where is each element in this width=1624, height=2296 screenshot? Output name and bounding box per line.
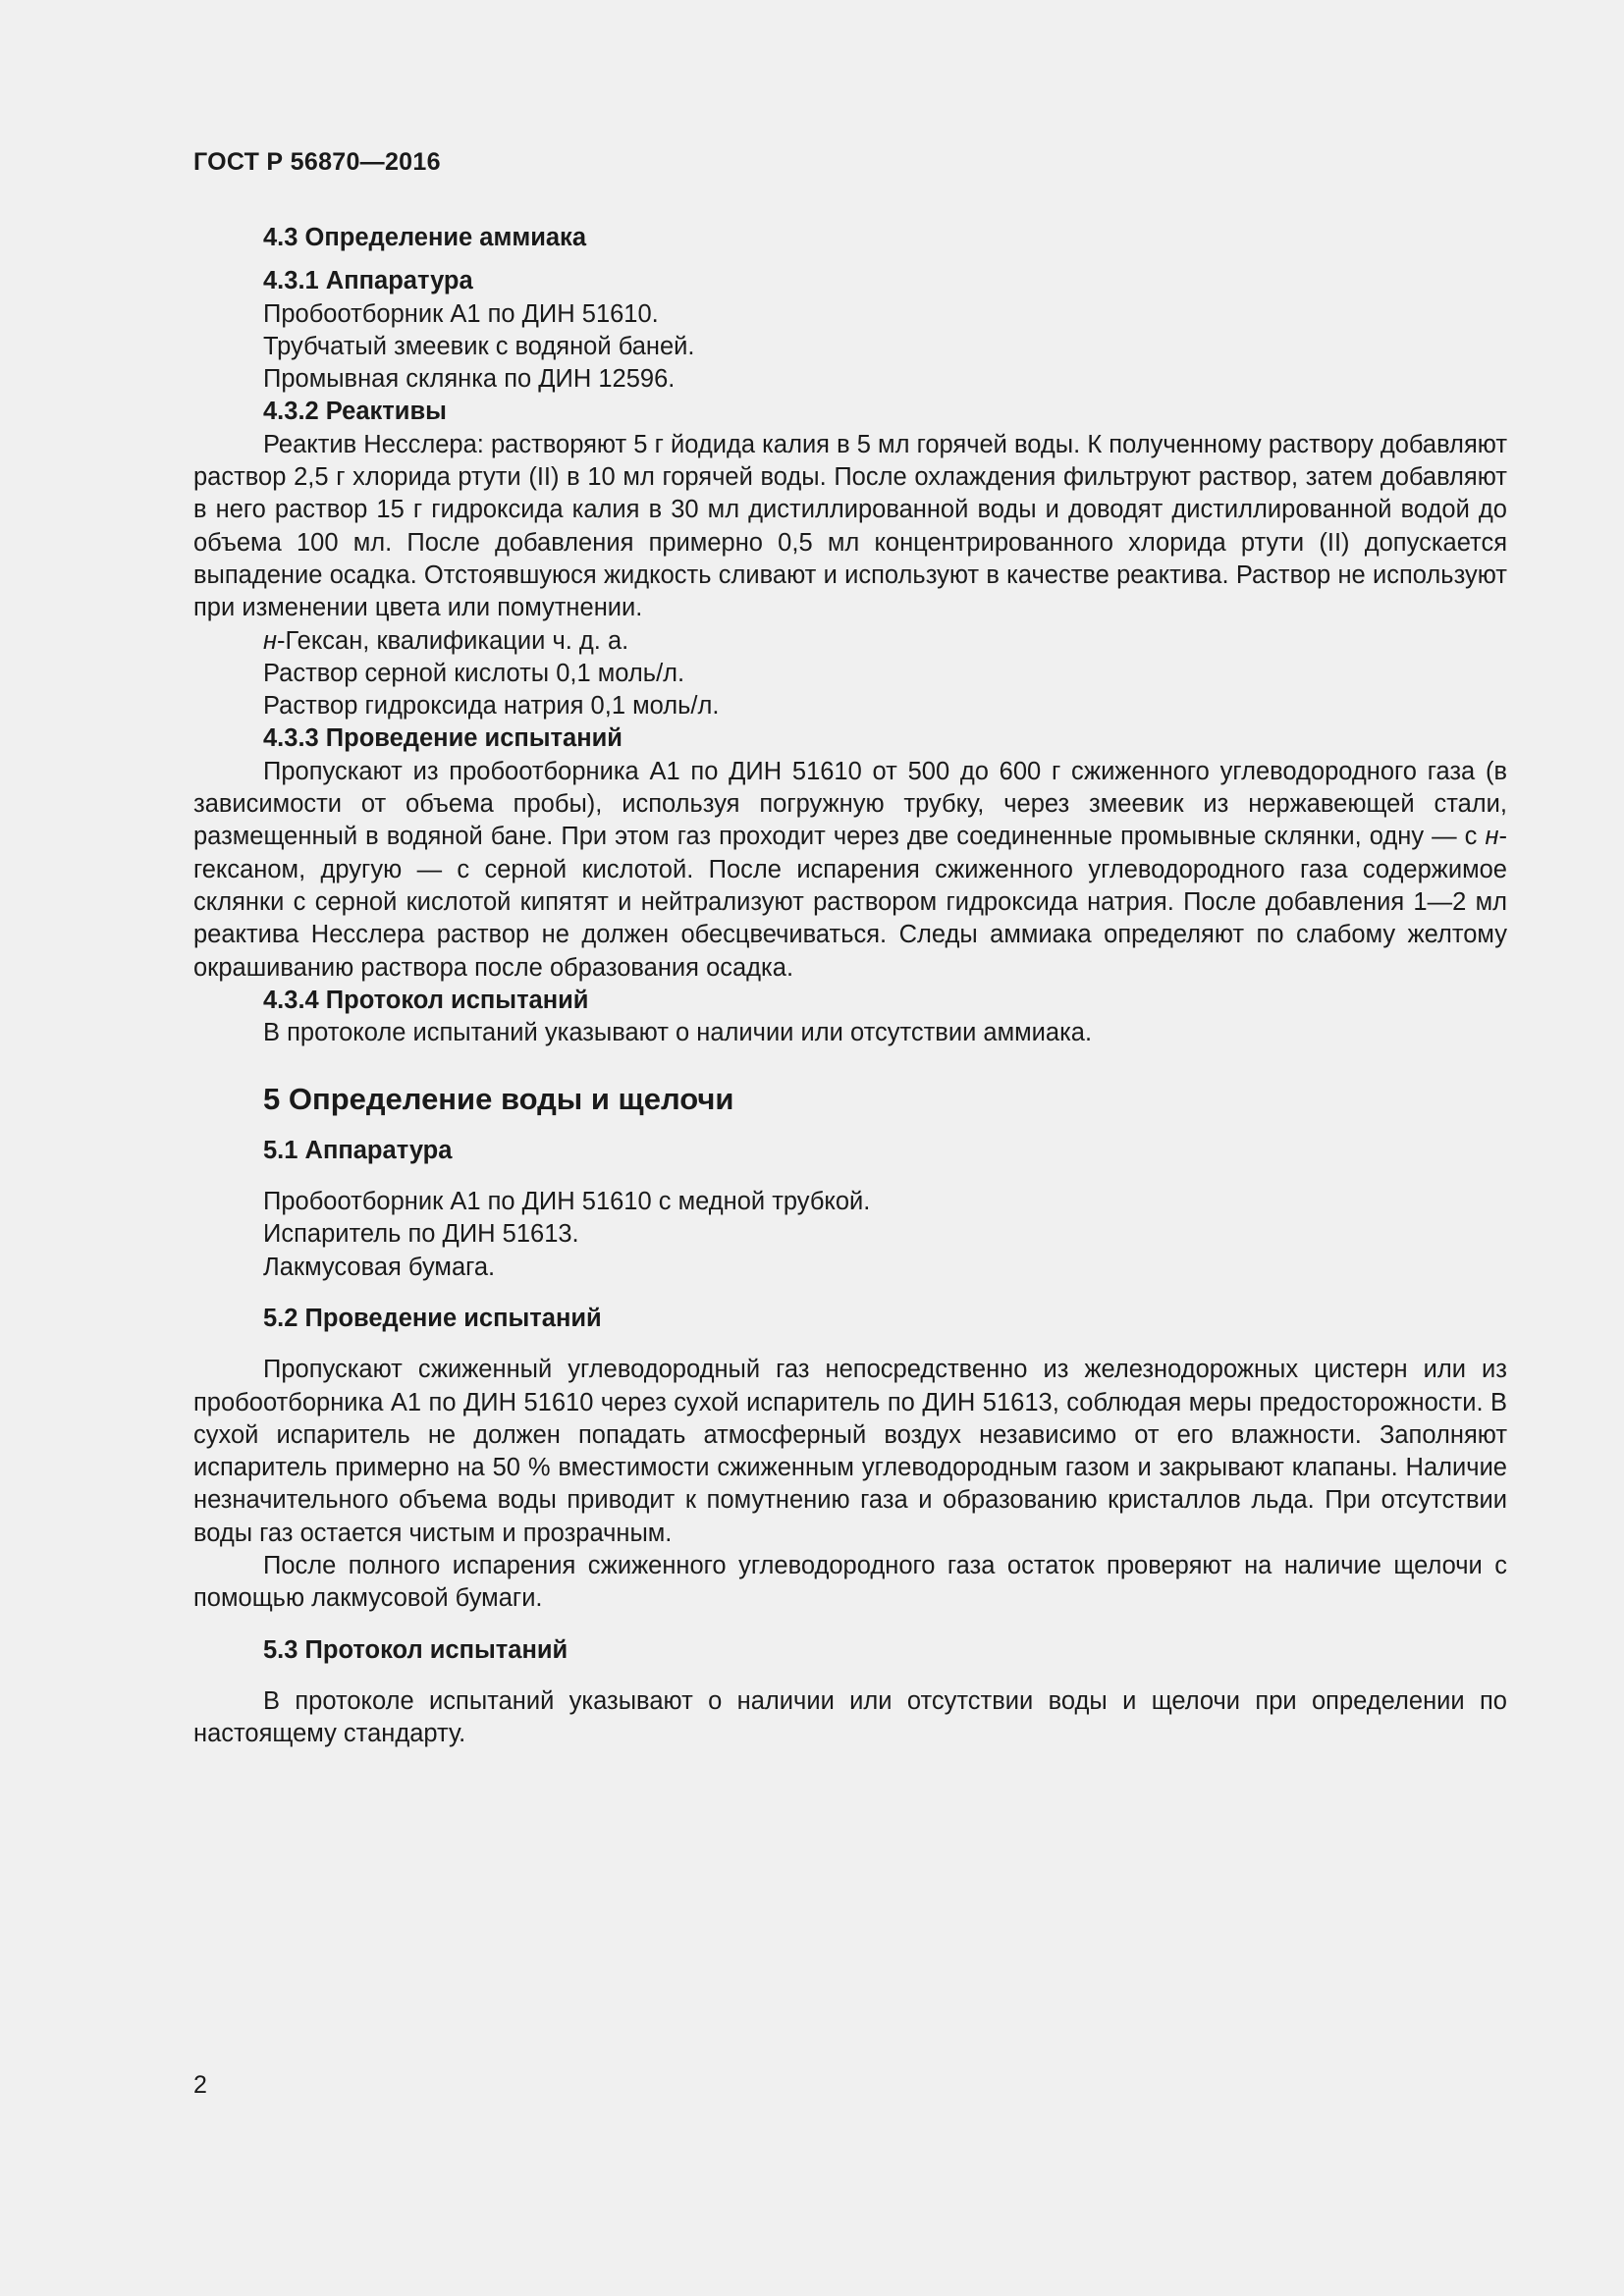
protocol-paragraph: В протоколе испытаний указывают о наличии или отсутствии аммиака.: [263, 1019, 1093, 1047]
italic-n: н: [1485, 823, 1499, 851]
protocol-paragraph: В протоколе испытаний указывают о наличии или отсутствии воды и щелочи при определении по настоящему стандарту.: [193, 1686, 1507, 1748]
apparatus-line: Промывная склянка по ДИН 12596.: [263, 365, 676, 394]
apparatus-line: Трубчатый змеевик с водяной баней.: [263, 332, 695, 360]
section-5-1-title: 5.1 Аппаратура: [263, 1136, 453, 1164]
italic-n: н: [263, 626, 278, 655]
apparatus-line: Испаритель по ДИН 51613.: [263, 1220, 579, 1249]
section-4-3-title: 4.3 Определение аммиака: [263, 224, 586, 251]
reagents-paragraph: Реактив Несслера: растворяют 5 г йодида калия в 5 мл горячей воды. К полученному раствору добавляют раствор 2,5 г хлорида ртути (II) в 10 мл горячей воды. После охлаждения фильтруют раствор, затем добавляют в него раствор 15 г гидроксида калия в 30 мл дистиллированной воды и доводят дистиллированной водой до объема 100 мл. После добавления примерно 0,5 мл концентрированного хлорида ртути (II) допускается выпадение осадка. Отстоявшуюся жидкость сливают и используют в качестве реактива. Раствор не используют при изменении цвета или помутнении.: [193, 430, 1507, 622]
procedure-text-b: -гексаном, другую — с серной кислотой. После испарения сжиженного углеводородного газа содержимое склянки с серной кислотой кипятят и нейтрализуют раствором гидроксида натрия. После добавления 1—2 мл реактива Несслера раствор не должен обесцвечиваться. Следы аммиака определяют по слабому желтому окрашиванию раствора после образования осадка.: [193, 823, 1507, 982]
apparatus-line: Лакмусовая бумага.: [263, 1253, 496, 1281]
section-4-3-2-title: 4.3.2 Реактивы: [263, 398, 447, 426]
reagent-line: Раствор гидроксида натрия 0,1 моль/л.: [263, 692, 720, 721]
apparatus-line: Пробоотборник А1 по ДИН 51610.: [263, 299, 659, 328]
reagent-line: Раствор серной кислоты 0,1 моль/л.: [263, 659, 685, 687]
section-4-3-1-title: 4.3.1 Аппаратура: [263, 267, 473, 295]
document-body: [193, 222, 1507, 1750]
section-5-title: 5 Определение воды и щелочи: [263, 1082, 734, 1117]
apparatus-line: Пробоотборник А1 по ДИН 51610 с медной трубкой.: [263, 1188, 871, 1216]
procedure-paragraph: [193, 756, 1507, 985]
procedure-paragraph: Пропускают сжиженный углеводородный газ непосредственно из железнодорожных цистерн или из пробоотборника А1 по ДИН 51610 через сухой испаритель по ДИН 51613, соблюдая меры предосторожности. В сухой испаритель не должен попадать атмосферный воздух независимо от его влажности. Заполняют испаритель примерно на 50 % вместимости сжиженным углеводородным газом и закрывают клапаны. Наличие незначительного объема воды приводит к помутнению газа и образованию кристаллов льда. При отсутствии воды газ остается чистым и прозрачным.: [193, 1356, 1507, 1547]
section-4-3-3-title: 4.3.3 Проведение испытаний: [263, 724, 623, 753]
section-4-3-4-title: 4.3.4 Протокол испытаний: [263, 986, 589, 1014]
procedure-paragraph: После полного испарения сжиженного углеводородного газа остаток проверяют на наличие щелочи с помощью лакмусовой бумаги.: [193, 1551, 1507, 1613]
section-5-2-title: 5.2 Проведение испытаний: [263, 1304, 602, 1332]
reagent-text: -Гексан, квалификации ч. д. а.: [277, 626, 629, 655]
procedure-text-a: Пропускают из пробоотборника А1 по ДИН 51610 от 500 до 600 г сжиженного углеводородного газа (в зависимости от объема пробы), используя погружную трубку, через змеевик из нержавеющей стали, размещенный в водяной бане. При этом газ проходит через две соединенные промывные склянки, одну — с: [193, 757, 1507, 851]
reagent-line: [193, 625, 1507, 658]
section-5-3-title: 5.3 Протокол испытаний: [263, 1635, 568, 1664]
standard-code-header: ГОСТ Р 56870—2016: [193, 148, 441, 176]
page-number: 2: [193, 2071, 207, 2099]
